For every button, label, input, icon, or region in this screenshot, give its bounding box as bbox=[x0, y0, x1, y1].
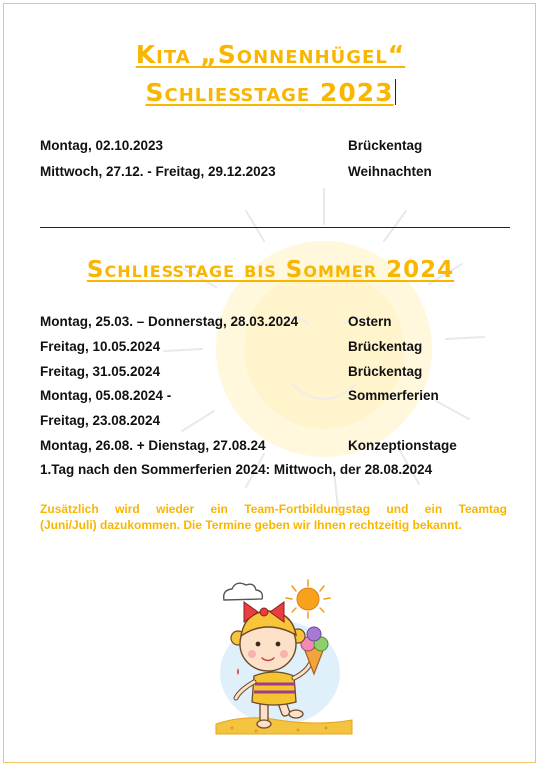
closure-2023-reason: Weihnachten bbox=[348, 164, 432, 179]
document-page bbox=[3, 3, 536, 763]
closure-2024-date: Montag, 25.03. – Donnerstag, 28.03.2024 bbox=[40, 314, 299, 329]
closure-2024-reason: Brückentag bbox=[348, 339, 423, 354]
closure-2024-reason: Brückentag bbox=[348, 364, 423, 379]
closure-2024-reason: Ostern bbox=[348, 314, 392, 329]
closure-2024-date: Freitag, 10.05.2024 bbox=[40, 339, 161, 354]
note-line-1: Zusätzlich wird wieder ein Team-Fortbildungstag und ein Teamtag bbox=[40, 502, 507, 516]
page-title bbox=[4, 40, 536, 69]
closure-2023-reason: Brückentag bbox=[348, 138, 423, 153]
note-line-2: (Juni/Juli) dazukommen. Die Termine geben wir Ihnen rechtzeitig bekannt. bbox=[40, 518, 462, 532]
closure-2024-date: Montag, 05.08.2024 - bbox=[40, 388, 172, 403]
section-title bbox=[4, 257, 536, 283]
section-title-text: Schließtage bis Sommer 2024 bbox=[86, 257, 455, 283]
title-line-2: Schließtage 2023 bbox=[145, 78, 394, 107]
closure-2023-date: Montag, 02.10.2023 bbox=[40, 138, 164, 153]
closure-2024-reason: Sommerferien bbox=[348, 388, 439, 403]
closure-2024-date: Montag, 26.08. + Dienstag, 27.08.24 bbox=[40, 438, 266, 453]
closure-2023-date: Mittwoch, 27.12. - Freitag, 29.12.2023 bbox=[40, 164, 276, 179]
section-divider bbox=[40, 227, 510, 228]
info-note bbox=[40, 501, 507, 533]
closure-2024-reason: Konzeptionstage bbox=[348, 438, 457, 453]
first-day-after-holidays: 1.Tag nach den Sommerferien 2024: Mittwoch, der 28.08.2024 bbox=[40, 462, 433, 477]
girl-with-ice-cream-icon bbox=[208, 578, 358, 738]
title-line-1: Kita „Sonnenhügel“ bbox=[135, 40, 406, 69]
closure-2024-date: Freitag, 23.08.2024 bbox=[40, 413, 161, 428]
page-subtitle bbox=[4, 78, 536, 107]
closure-2024-date: Freitag, 31.05.2024 bbox=[40, 364, 161, 379]
text-cursor bbox=[395, 79, 396, 105]
